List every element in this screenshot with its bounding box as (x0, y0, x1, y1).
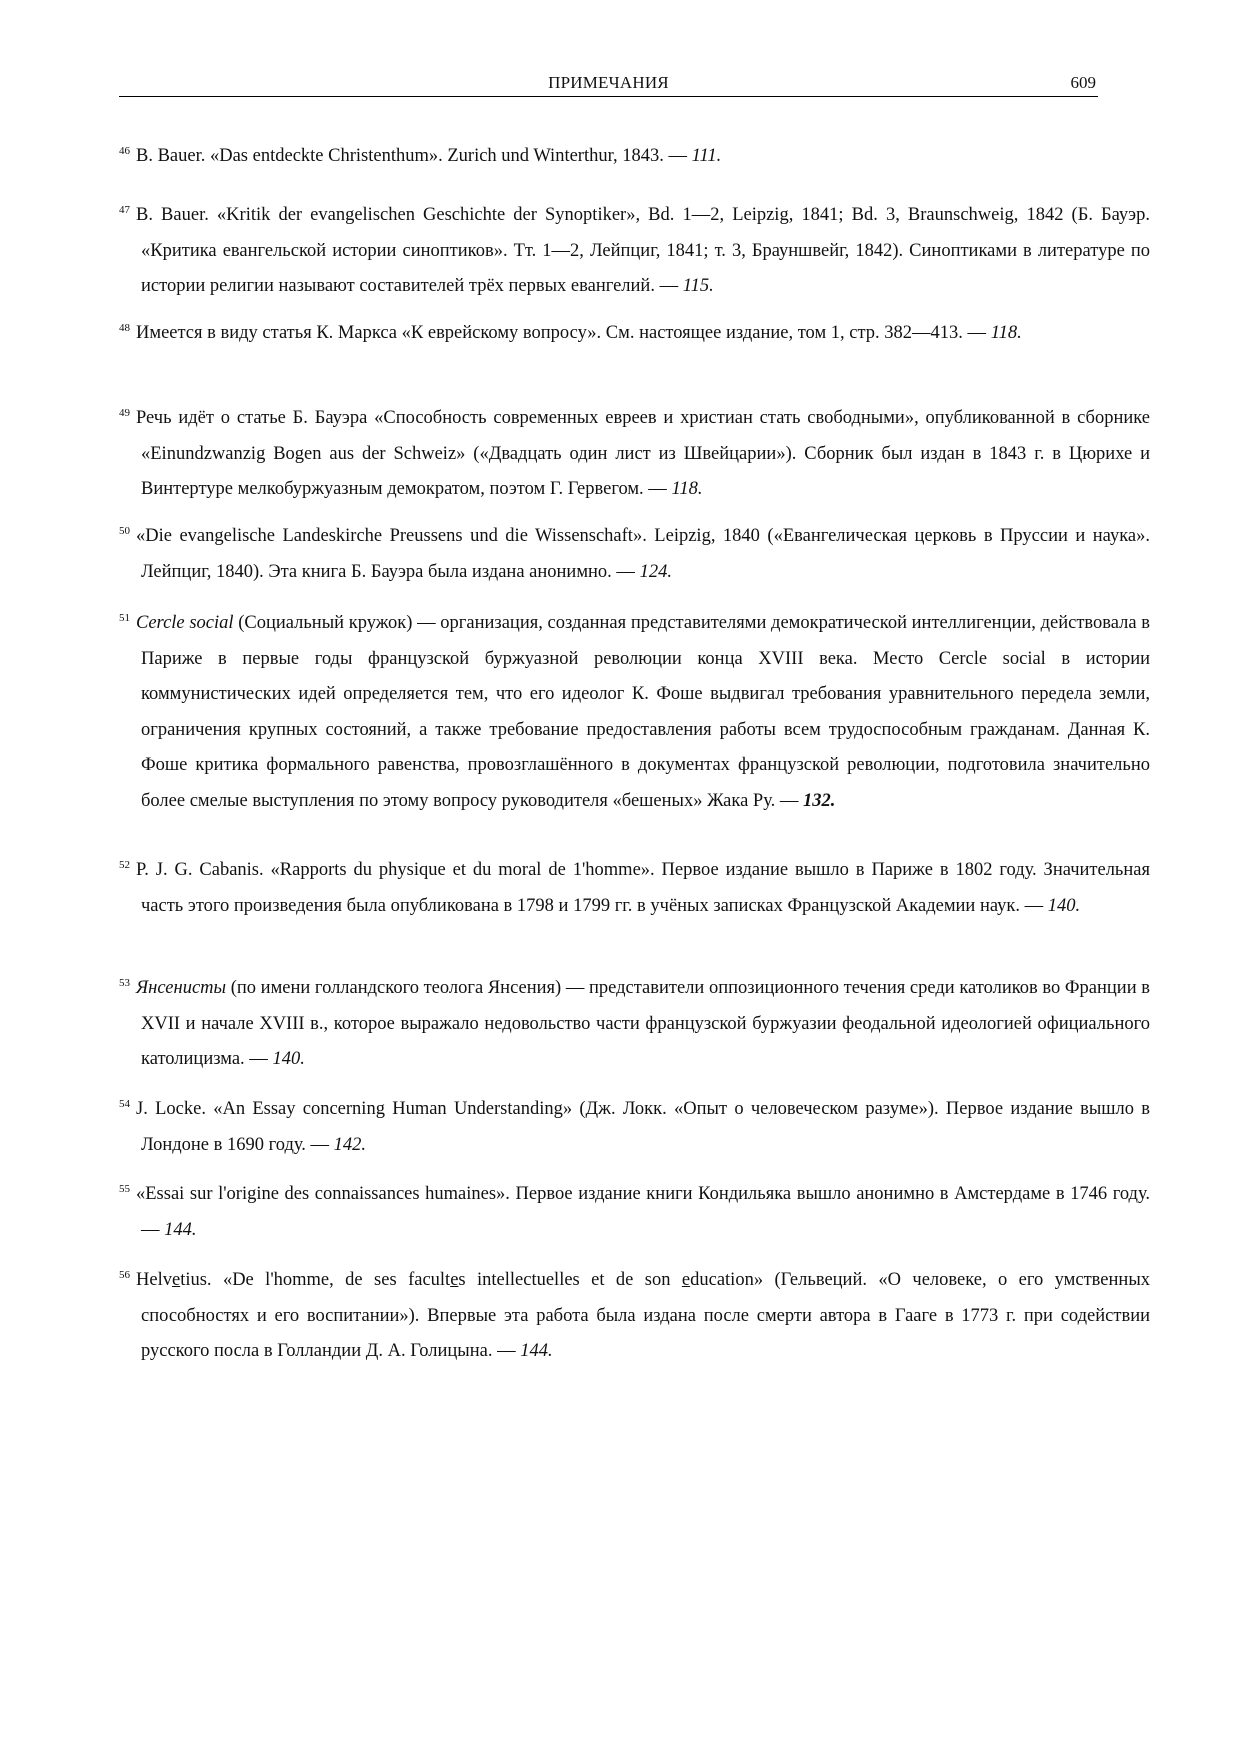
footnote-number: 48 (119, 322, 130, 334)
footnote-53 (119, 966, 1150, 1078)
footnote-text: B. Bauer. «Kritik der evangelischen Geschichte der Synoptiker», Bd. 1—2, Leipzig, 1841; Bd. 3, Braunschweig, 1842 (Б. Бауэр. «Критика евангельской истории синоптиков». Тт. 1—2, Лейпциг, 1841; т. 3, Брауншвейг, 1842). Синоптиками в литературе по истории религии называют составителей трёх первых евангелий. — (136, 205, 1150, 296)
running-head-title: ПРИМЕЧАНИЯ (548, 73, 669, 92)
page-reference: 142. (333, 1134, 367, 1155)
footnote-text: (по имени голландского теолога Янсения) — представители оппозиционного течения среди католиков во Франции в XVII и начале XVIII в., которое выражало недовольство части французской буржуазии феодальной идеологией официального католицизма. — (141, 978, 1150, 1069)
footnote-56 (119, 1258, 1150, 1370)
footnote-text: (Социальный кружок) — организация, созданная представителями демократической интеллигенции, действовала в Париже в первые годы французской буржуазной революции конца XVIII века. Место Cercle social в истории коммунистических идей определяется тем, что его идеолог К. Фоше выдвигал требования уравнительного передела земли, ограничения крупных состояний, а также требование предоставления работы всем трудоспособным гражданам. Данная К. Фоше критика формального равенства, провозглашённого в документах французской революции, подготовила значительно более смелые выступления по этому вопросу руководителя «бешеных» Жака Ру. — (141, 613, 1150, 811)
page-reference: 118. (671, 479, 703, 499)
page-reference: 115. (682, 276, 714, 296)
page-reference: 111. (691, 146, 722, 166)
footnote-number: 46 (119, 145, 130, 157)
page-reference: 132. (803, 790, 836, 811)
footnote-50 (119, 514, 1150, 590)
footnote-text: «Essai sur l'origine des connaissances humaines». Первое издание книги Кондильяка вышло анонимно в Амстердаме в 1746 году. — (136, 1184, 1150, 1240)
page-reference: 124. (639, 561, 672, 582)
footnote-number: 49 (119, 407, 130, 419)
footnote-text-part: tius. «De l'homme, de ses facult (180, 1270, 451, 1290)
footnote-text: J. Locke. «An Essay concerning Human Understanding» (Дж. Локк. «Опыт о человеческом разуме»). Первое издание вышло в Лондоне в 1690 году. — (136, 1099, 1150, 1155)
underlined-letter: e (450, 1270, 459, 1290)
underlined-letter: e (171, 1270, 181, 1290)
footnote-number: 47 (119, 204, 130, 216)
footnote-text-part: Helv (136, 1270, 172, 1290)
footnote-text: B. Bauer. «Das entdeckte Christenthum». Zurich und Winterthur, 1843. — (136, 146, 688, 166)
footnote-term: Янсенисты (136, 978, 227, 998)
running-head (119, 72, 1098, 97)
page-reference: 144. (520, 1341, 553, 1361)
footnote-text: P. J. G. Cabanis. «Rapports du physique et du moral de 1'homme». Первое издание вышло в Париже в 1802 году. Значительная часть этого произведения была опубликована в 1798 и 1799 гг. в учёных записках Французской Академии наук. — (136, 860, 1150, 916)
footnote-term: Cercle social (136, 613, 234, 633)
footnote-number: 52 (119, 859, 130, 871)
footnote-47 (119, 193, 1150, 305)
footnote-text-part: ducation» (Гельвеций. «О человеке, о его умственных способностях и его воспитании»). Впервые эта работа была издана после смерти автора в Гааге в 1773 г. при содействии русского посла в Голландии Д. А. Голицына. — (141, 1270, 1150, 1361)
footnote-text-part: s intellectuelles et de son (458, 1270, 682, 1290)
footnote-55 (119, 1172, 1150, 1248)
footnote-46 (119, 134, 1128, 175)
page-reference: 140. (272, 1049, 305, 1069)
footnote-number: 51 (119, 612, 130, 624)
footnote-number: 54 (119, 1098, 130, 1110)
footnote-number: 55 (119, 1183, 130, 1195)
footnote-text: Речь идёт о статье Б. Бауэра «Способность современных евреев и христиан стать свободными», опубликованной в сборнике «Einundzwanzig Bogen aus der Schweiz» («Двадцать один лист из Швейцарии»). Сборник был издан в 1843 г. в Цюрихе и Винтертуре мелкобуржуазным демократом, поэтом Г. Гервегом. — (136, 408, 1150, 499)
footnote-text: «Die evangelische Landeskirche Preussens und die Wissenschaft». Leipzig, 1840 («Евангелическая церковь в Пруссии и наука». Лейпциг, 1840). Эта книга Б. Бауэра была издана анонимно. — (136, 526, 1150, 582)
underlined-letter: e (681, 1270, 691, 1290)
footnote-51 (119, 601, 1150, 819)
footnote-48 (119, 311, 1150, 352)
footnote-49 (119, 396, 1150, 508)
footnote-number: 50 (119, 525, 130, 537)
page-reference: 140. (1047, 895, 1081, 916)
footnote-number: 53 (119, 977, 130, 989)
page-reference: 118. (990, 323, 1022, 343)
footnote-54 (119, 1087, 1150, 1163)
page-number: 609 (1070, 73, 1096, 92)
footnote-number: 56 (119, 1269, 130, 1281)
footnote-52 (119, 848, 1150, 924)
page-reference: 144. (164, 1219, 197, 1240)
footnote-text: Имеется в виду статья К. Маркса «К еврейскому вопросу». См. настоящее издание, том 1, стр. 382—413. — (136, 323, 987, 343)
